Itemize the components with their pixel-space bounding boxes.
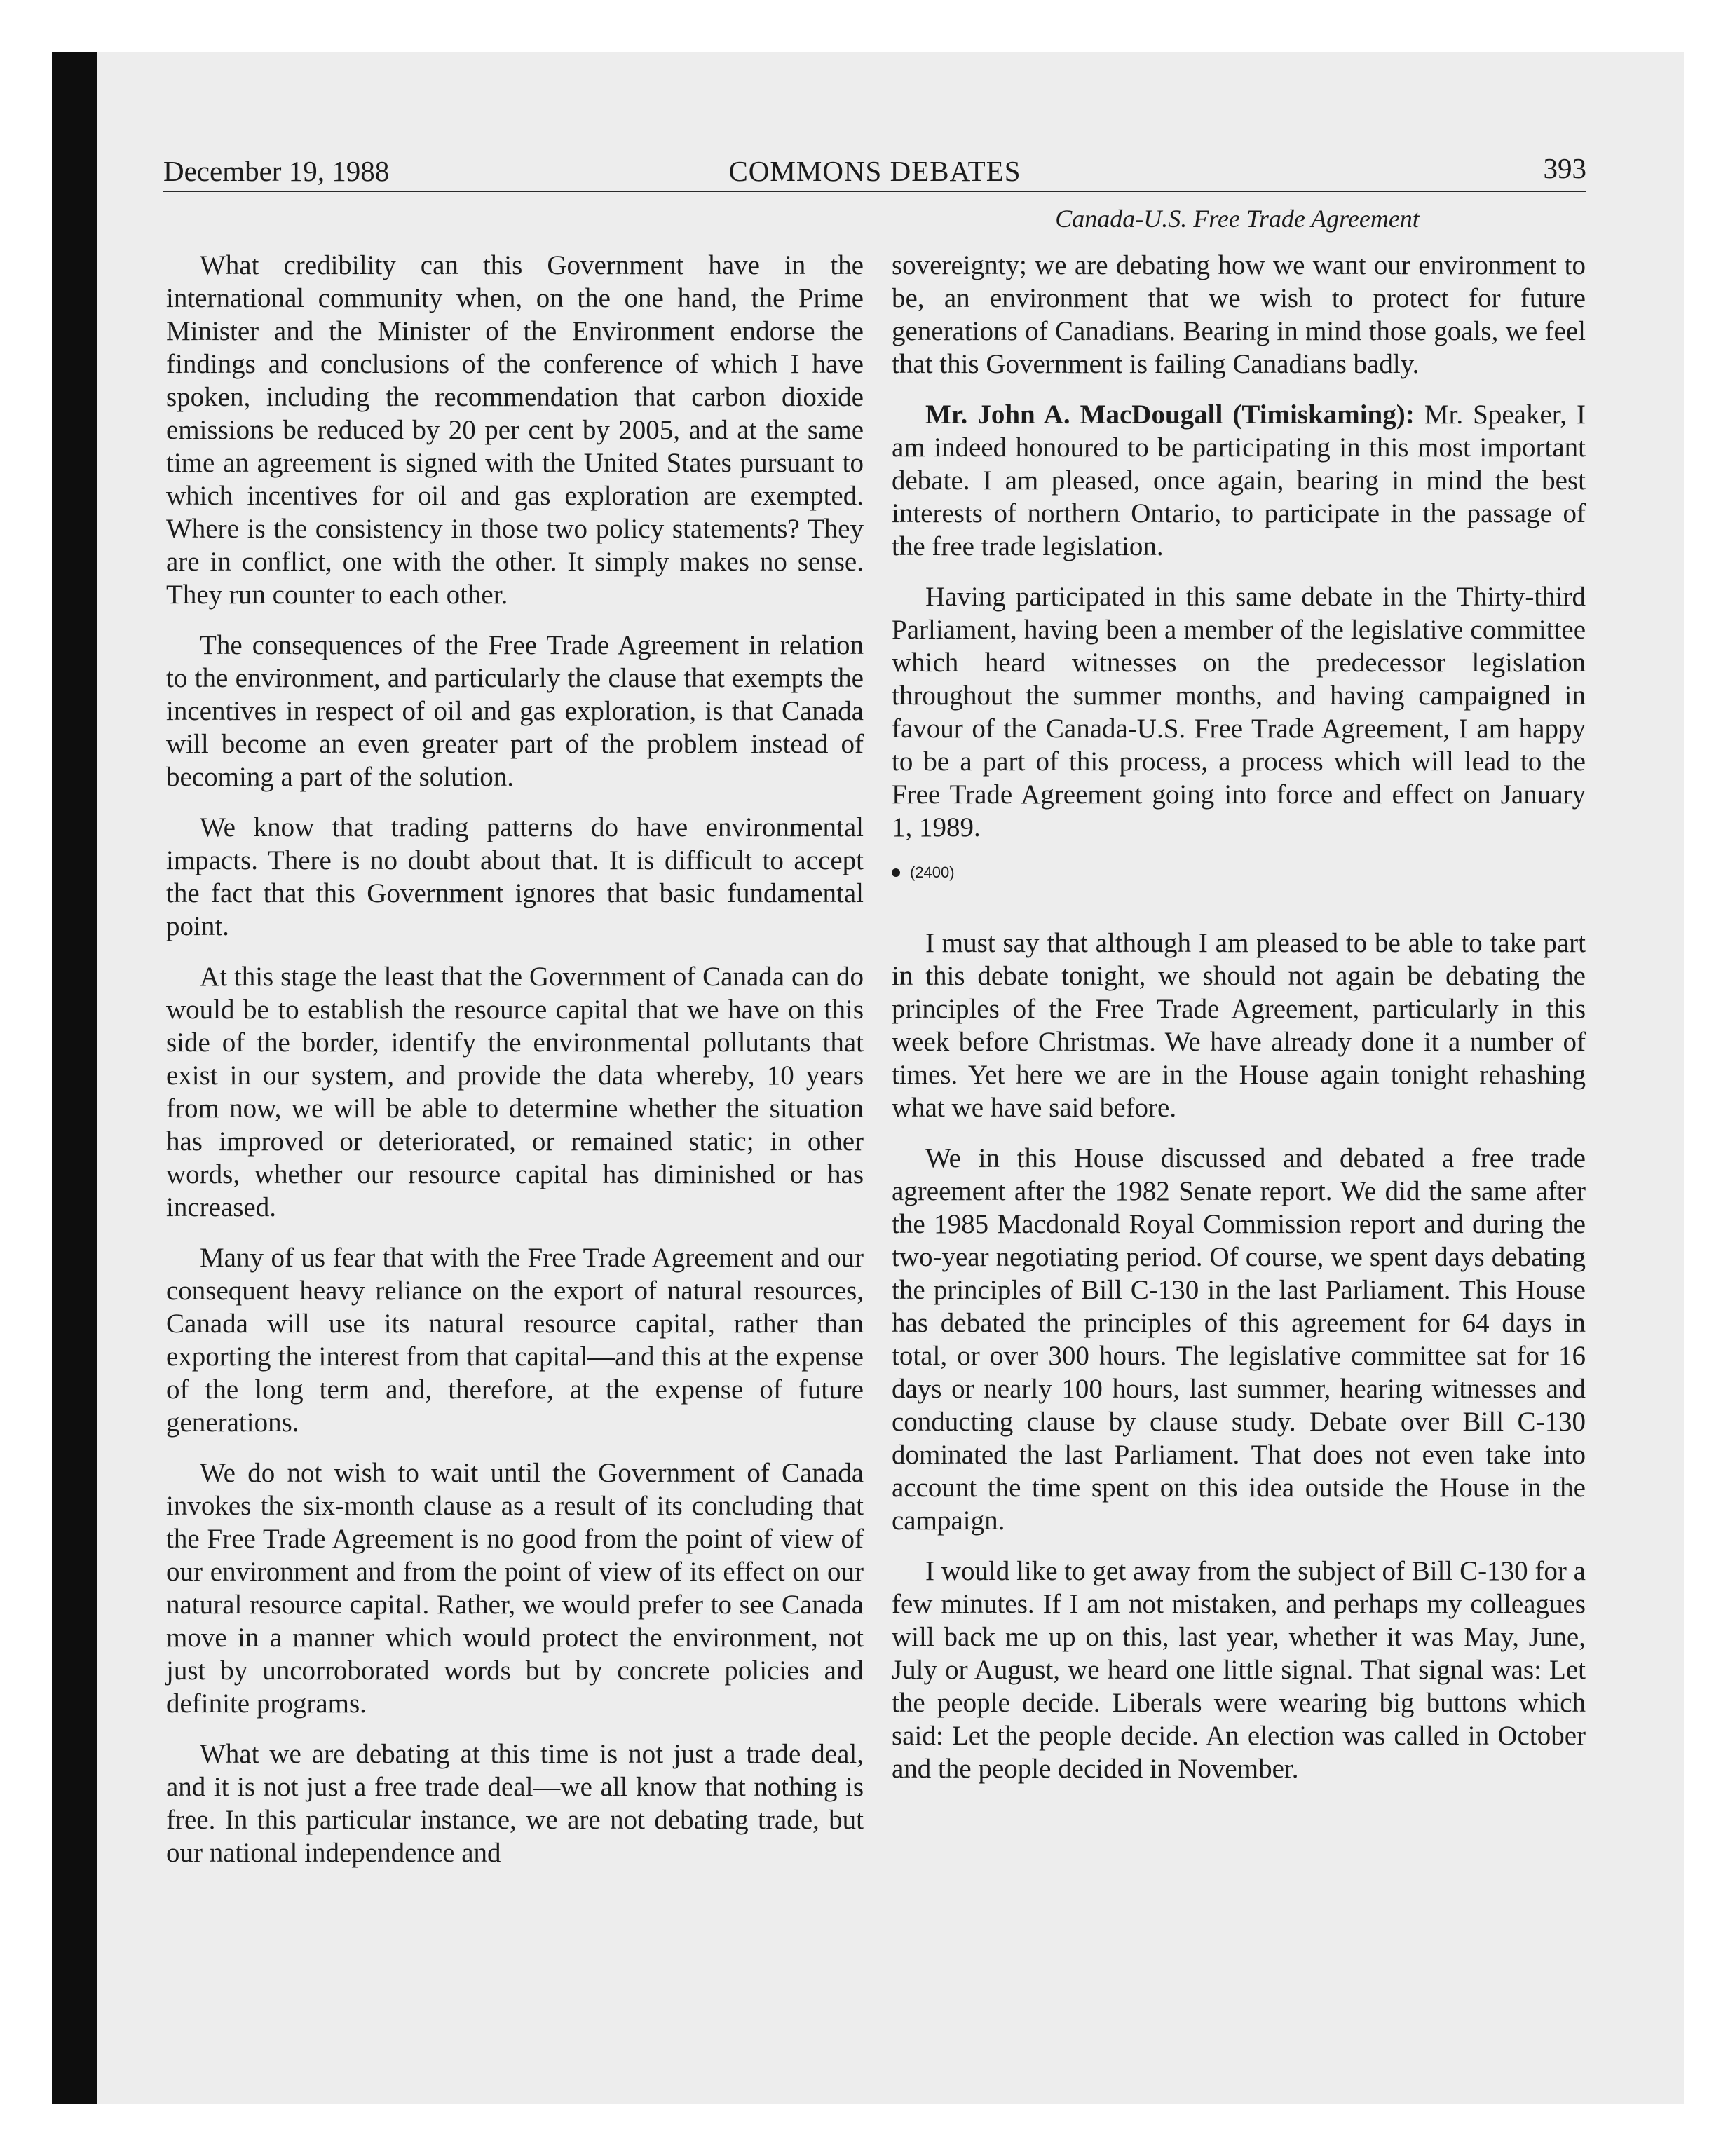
page-header (163, 150, 1586, 192)
paragraph: We know that trading patterns do have environmental impacts. There is no doubt about that. It is difficult to accept the fact that this Government ignores that basic fundamental point. (166, 812, 864, 941)
binding-edge (52, 52, 97, 2104)
paragraph: I must say that although I am pleased to be able to take part in this debate tonight, we should not again be debating the principles of the Free Trade Agreement, particularly in this week before Christmas. We have already done it a number of times. Yet here we are in the House again tonight rehashing what we have said before. (892, 928, 1586, 1124)
time-marker (892, 861, 1586, 883)
time-marker-text: (2400) (910, 864, 955, 882)
paragraph: What we are debating at this time is not just a trade deal, and it is not just a free trade deal—we all know that nothing is free. In this particular instance, we are not debating trade, but our national independence and (166, 1739, 864, 1868)
header-date: December 19, 1988 (163, 155, 390, 187)
bullet-icon (892, 868, 900, 877)
paragraph: The consequences of the Free Trade Agreement in relation to the environment, and particularly the clause that exempts the incentives in respect of oil and gas exploration, is that Canada will become an even greater part of the problem instead of becoming a part of the solution. (166, 630, 864, 792)
speaker-name: Mr. John A. MacDougall (Timiskaming): (925, 400, 1415, 430)
speech-text: Mr. Speaker, I am indeed honoured to be participating in this most important debate. I am pleased, once again, bearing in mind the best interests of northern Ontario, to participate in the passage of the free trade legislation. (892, 400, 1586, 561)
page-number: 393 (1543, 152, 1586, 184)
speech-paragraph (892, 398, 1586, 563)
paragraph: Having participated in this same debate in the Thirty-third Parliament, having been a member of the legislative committee which heard witnesses on the predecessor legislation throughout the summer months, and having campaigned in favour of the Canada-U.S. Free Trade Agreement, I am happy to be a part of this process, a process which will lead to the Free Trade Agreement going into force and effect on January 1, 1989. (892, 582, 1586, 842)
paragraph: What credibility can this Government have in the international community when, on the one hand, the Prime Minister and the Minister of the Environment endorse the findings and conclusions of the conference of which I have spoken, including the recommendation that carbon dioxide emissions be reduced by 20 per cent by 2005, and at the same time an agreement is signed with the United States pursuant to which incentives for oil and gas exploration are exempted. Where is the consistency in those two policy statements? They are in conflict, one with the other. It simply makes no sense. They run counter to each other. (166, 250, 864, 610)
continued-paragraph: sovereignty; we are debating how we want our environment to be, an environment that we wish to protect for future generations of Canadians. Bearing in mind those goals, we feel that this Government is failing Canadians badly. (892, 250, 1586, 379)
left-column (166, 249, 864, 1887)
paragraph: At this stage the least that the Government of Canada can do would be to establish the resource capital that we have on this side of the border, identify the environmental pollutants that exist in our system, and provide the data whereby, 10 years from now, we will be able to determine whether the situation has improved or deteriorated, or remained static; in other words, whether our resource capital has diminished or has increased. (166, 962, 864, 1222)
paragraph: We in this House discussed and debated a free trade agreement after the 1982 Senate report. We did the same after the 1985 Macdonald Royal Commission report and during the two-year negotiating period. Of course, we spent days debating the principles of Bill C-130 in the last Parliament. This House has debated the principles of this agreement for 64 days in total, or over 300 hours. The legislative committee sat for 16 days or nearly 100 hours, last summer, hearing witnesses and conducting clause by clause study. Debate over Bill C-130 dominated the last Parliament. That does not even take into account the time spent on this idea outside the House in the campaign. (892, 1143, 1586, 1536)
paragraph: We do not wish to wait until the Government of Canada invokes the six-month clause as a result of its concluding that the Free Trade Agreement is no good from the point of view of our environment and from the point of view of its effect on our natural resource capital. Rather, we would prefer to see Canada move in a manner which would protect the environment, not just by uncorroborated words but by concrete policies and definite programs. (166, 1458, 864, 1719)
paragraph: Many of us fear that with the Free Trade Agreement and our consequent heavy reliance on the export of natural resources, Canada will use its natural resource capital, rather than exporting the interest from that capital—and this at the expense of the long term and, therefore, at the expense of future generations. (166, 1243, 864, 1438)
right-column (892, 249, 1586, 1803)
header-publication: COMMONS DEBATES (728, 155, 1021, 187)
paragraph: I would like to get away from the subject of Bill C-130 for a few minutes. If I am not mistaken, and perhaps my colleagues will back me up on this, last year, whether it was May, June, July or August, we heard one little signal. That signal was: Let the people decide. Liberals were wearing big buttons which said: Let the people decide. An election was called in October and the people decided in November. (892, 1556, 1586, 1785)
running-head: Canada-U.S. Free Trade Agreement (1055, 205, 1420, 233)
